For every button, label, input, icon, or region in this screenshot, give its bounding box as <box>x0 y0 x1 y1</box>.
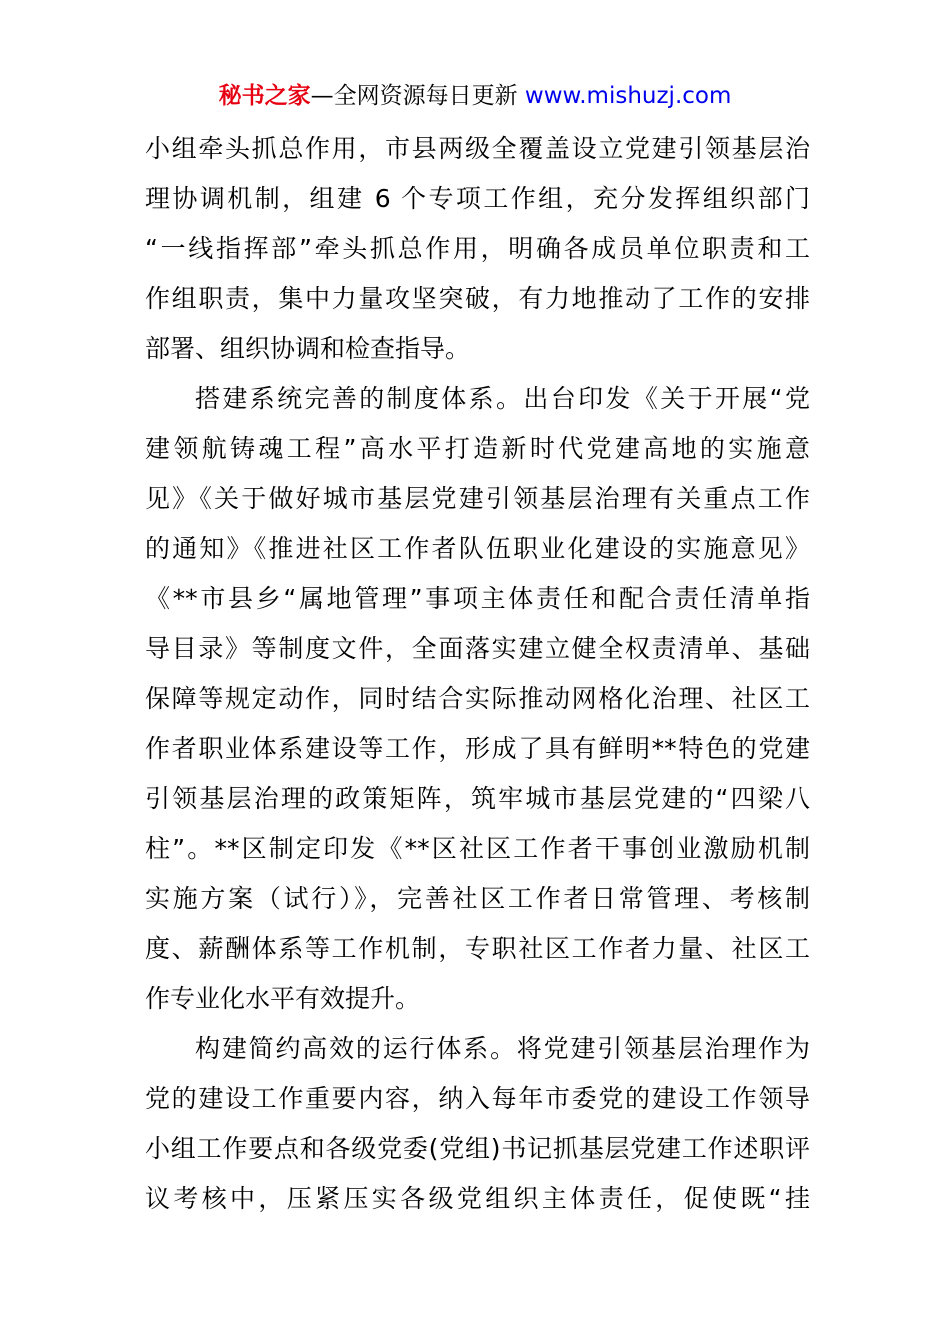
text-line: 部署、组织协调和检查指导。 <box>145 334 471 363</box>
text-line: 议考核中，压紧压实各级党组织主体责任，促使既“挂 <box>145 1184 810 1213</box>
text-line: 建领航铸魂工程”高水平打造新时代党建高地的实施意 <box>145 434 810 463</box>
text-line: 见》《关于做好城市基层党建引领基层治理有关重点工作 <box>145 484 810 513</box>
text-line: 保障等规定动作，同时结合实际推动网格化治理、社区工 <box>145 684 810 713</box>
brand-name: 秘书之家 <box>218 83 311 109</box>
text-line: 柱”。**区制定印发《**区社区工作者干事创业激励机制 <box>145 834 810 863</box>
text-line: 党的建设工作重要内容，纳入每年市委党的建设工作领导 <box>145 1084 810 1113</box>
text-line: 理协调机制，组建 6 个专项工作组，充分发挥组织部门 <box>145 184 810 213</box>
paragraph-start-line: 搭建系统完善的制度体系。出台印发《关于开展“党 <box>195 384 810 413</box>
text-line: 作专业化水平有效提升。 <box>145 984 421 1013</box>
text-line: 小组工作要点和各级党委(党组)书记抓基层党建工作述职评 <box>145 1134 810 1163</box>
site-url-link[interactable]: www.mishuzj.com <box>524 83 732 109</box>
text-line: 引领基层治理的政策矩阵，筑牢城市基层党建的“四梁八 <box>145 784 810 813</box>
text-line: “一线指挥部”牵头抓总作用，明确各成员单位职责和工 <box>145 234 810 263</box>
paragraph-start-line: 构建简约高效的运行体系。将党建引领基层治理作为 <box>195 1034 810 1063</box>
text-line: 度、薪酬体系等工作机制，专职社区工作者力量、社区工 <box>145 934 810 963</box>
text-line: 实施方案（试行）》，完善社区工作者日常管理、考核制 <box>145 884 810 913</box>
text-line: 的通知》《推进社区工作者队伍职业化建设的实施意见》 <box>145 534 810 563</box>
text-line: 导目录》等制度文件，全面落实建立健全权责清单、基础 <box>145 634 810 663</box>
text-line: 小组牵头抓总作用，市县两级全覆盖设立党建引领基层治 <box>145 134 810 163</box>
site-header <box>0 80 950 112</box>
text-line: 《**市县乡“属地管理”事项主体责任和配合责任清单指 <box>145 584 810 613</box>
header-tagline: —全网资源每日更新 <box>310 83 518 109</box>
text-line: 作组职责，集中力量攻坚突破，有力地推动了工作的安排 <box>145 284 810 313</box>
text-line: 作者职业体系建设等工作，形成了具有鲜明**特色的党建 <box>145 734 810 763</box>
document-body <box>145 124 810 1224</box>
